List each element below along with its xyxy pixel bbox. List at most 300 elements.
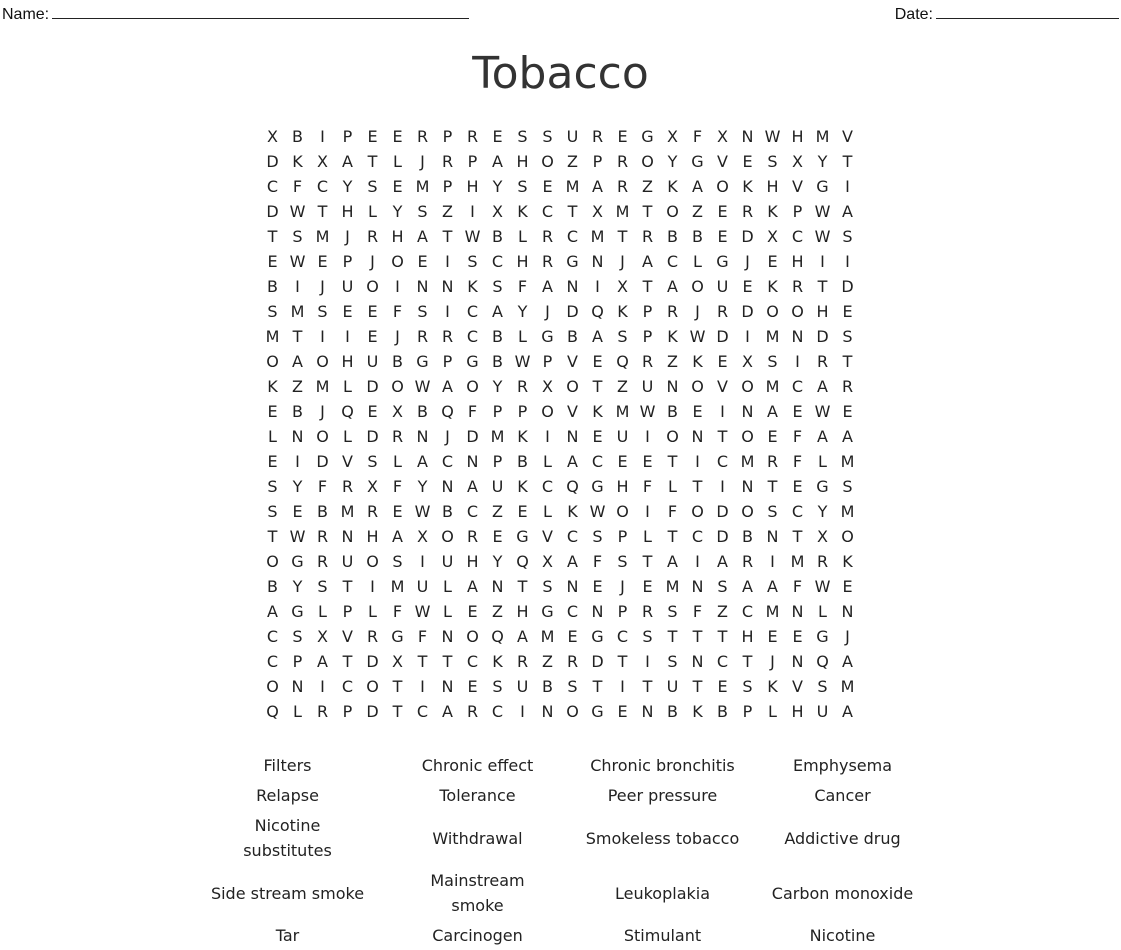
grid-letter[interactable]: L — [768, 702, 777, 721]
grid-letter[interactable]: J — [370, 252, 375, 271]
grid-letter[interactable]: E — [492, 527, 503, 546]
grid-letter[interactable]: N — [441, 477, 454, 496]
grid-letter[interactable]: G — [566, 252, 579, 271]
grid-letter[interactable]: C — [716, 452, 729, 471]
grid-letter[interactable]: I — [470, 202, 475, 221]
grid-letter[interactable]: X — [267, 127, 278, 146]
grid-letter[interactable]: H — [766, 177, 779, 196]
grid-letter[interactable]: N — [741, 402, 754, 421]
grid-letter[interactable]: R — [791, 277, 804, 296]
grid-letter[interactable]: U — [616, 427, 629, 446]
grid-letter[interactable]: W — [414, 602, 431, 621]
grid-letter[interactable]: L — [818, 602, 827, 621]
grid-letter[interactable]: A — [842, 702, 853, 721]
grid-letter[interactable]: Z — [692, 202, 703, 221]
grid-letter[interactable]: C — [341, 677, 354, 696]
grid-letter[interactable]: B — [567, 327, 578, 346]
grid-letter[interactable]: Y — [342, 177, 353, 196]
grid-letter[interactable]: I — [770, 552, 775, 571]
grid-letter[interactable]: T — [842, 152, 853, 171]
grid-letter[interactable]: N — [491, 577, 504, 596]
grid-letter[interactable]: O — [541, 402, 554, 421]
grid-letter[interactable]: I — [420, 552, 425, 571]
grid-letter[interactable]: F — [792, 577, 803, 596]
grid-letter[interactable]: Z — [667, 352, 678, 371]
grid-letter[interactable]: L — [818, 452, 827, 471]
grid-letter[interactable]: T — [717, 627, 728, 646]
grid-letter[interactable]: C — [541, 477, 554, 496]
grid-letter[interactable]: X — [392, 402, 403, 421]
grid-letter[interactable]: Y — [517, 302, 528, 321]
grid-letter[interactable]: B — [742, 527, 753, 546]
grid-letter[interactable]: T — [642, 677, 653, 696]
grid-letter[interactable]: U — [716, 277, 729, 296]
grid-letter[interactable]: R — [341, 477, 354, 496]
grid-letter[interactable]: I — [720, 402, 725, 421]
grid-letter[interactable]: A — [442, 702, 453, 721]
grid-letter[interactable]: W — [814, 402, 831, 421]
grid-letter[interactable]: A — [267, 602, 278, 621]
grid-letter[interactable]: B — [667, 702, 678, 721]
grid-letter[interactable]: E — [542, 177, 553, 196]
grid-letter[interactable]: T — [667, 627, 678, 646]
grid-letter[interactable]: M — [765, 602, 780, 621]
grid-letter[interactable]: S — [417, 202, 428, 221]
grid-letter[interactable]: B — [517, 452, 528, 471]
grid-letter[interactable]: F — [667, 502, 678, 521]
grid-letter[interactable]: F — [592, 552, 603, 571]
grid-letter[interactable]: G — [291, 602, 304, 621]
grid-letter[interactable]: L — [443, 602, 452, 621]
grid-letter[interactable]: H — [791, 252, 804, 271]
grid-letter[interactable]: M — [665, 577, 680, 596]
grid-letter[interactable]: A — [492, 302, 503, 321]
grid-letter[interactable]: D — [366, 377, 379, 396]
grid-letter[interactable]: E — [642, 577, 653, 596]
grid-letter[interactable]: S — [767, 352, 778, 371]
grid-letter[interactable]: R — [391, 427, 404, 446]
grid-letter[interactable]: C — [791, 502, 804, 521]
grid-letter[interactable]: N — [691, 652, 704, 671]
grid-letter[interactable]: D — [266, 202, 279, 221]
grid-letter[interactable]: O — [766, 302, 779, 321]
grid-letter[interactable]: S — [467, 252, 478, 271]
grid-letter[interactable]: X — [767, 227, 778, 246]
grid-letter[interactable]: R — [366, 627, 379, 646]
grid-letter[interactable]: J — [545, 302, 550, 321]
grid-letter[interactable]: A — [417, 227, 428, 246]
grid-letter[interactable]: I — [520, 702, 525, 721]
grid-letter[interactable]: C — [466, 302, 479, 321]
grid-letter[interactable]: M — [340, 502, 355, 521]
grid-letter[interactable]: J — [395, 327, 400, 346]
grid-letter[interactable]: N — [441, 677, 454, 696]
grid-letter[interactable]: E — [317, 252, 328, 271]
grid-letter[interactable]: E — [467, 677, 478, 696]
grid-letter[interactable]: R — [641, 227, 654, 246]
grid-letter[interactable]: E — [567, 627, 578, 646]
grid-letter[interactable]: C — [466, 327, 479, 346]
grid-letter[interactable]: W — [289, 527, 306, 546]
grid-letter[interactable]: E — [792, 402, 803, 421]
grid-letter[interactable]: C — [266, 627, 279, 646]
grid-letter[interactable]: C — [791, 227, 804, 246]
grid-letter[interactable]: P — [492, 452, 503, 471]
grid-letter[interactable]: C — [491, 702, 504, 721]
grid-letter[interactable]: X — [792, 152, 803, 171]
grid-letter[interactable]: N — [591, 602, 604, 621]
grid-letter[interactable]: G — [591, 702, 604, 721]
grid-letter[interactable]: C — [466, 502, 479, 521]
grid-letter[interactable]: I — [295, 452, 300, 471]
grid-letter[interactable]: G — [816, 477, 829, 496]
grid-letter[interactable]: T — [392, 677, 403, 696]
grid-letter[interactable]: I — [795, 352, 800, 371]
grid-letter[interactable]: P — [342, 127, 353, 146]
grid-letter[interactable]: C — [316, 177, 329, 196]
grid-letter[interactable]: V — [717, 377, 728, 396]
grid-letter[interactable]: X — [592, 202, 603, 221]
grid-letter[interactable]: H — [366, 527, 379, 546]
grid-letter[interactable]: S — [542, 577, 553, 596]
grid-letter[interactable]: R — [466, 127, 479, 146]
grid-letter[interactable]: B — [267, 577, 278, 596]
grid-letter[interactable]: T — [617, 227, 628, 246]
grid-letter[interactable]: P — [467, 152, 478, 171]
grid-letter[interactable]: F — [792, 452, 803, 471]
grid-letter[interactable]: Z — [567, 152, 578, 171]
grid-letter[interactable]: P — [292, 652, 303, 671]
grid-letter[interactable]: M — [315, 377, 330, 396]
grid-letter[interactable]: Y — [392, 202, 403, 221]
grid-letter[interactable]: R — [666, 302, 679, 321]
grid-letter[interactable]: Z — [717, 602, 728, 621]
grid-letter[interactable]: A — [442, 377, 453, 396]
grid-letter[interactable]: S — [817, 677, 828, 696]
grid-letter[interactable]: R — [616, 177, 629, 196]
grid-letter[interactable]: A — [667, 552, 678, 571]
grid-letter[interactable]: C — [566, 227, 579, 246]
grid-letter[interactable]: I — [545, 427, 550, 446]
grid-letter[interactable]: F — [467, 402, 478, 421]
grid-letter[interactable]: R — [416, 127, 429, 146]
grid-letter[interactable]: F — [417, 627, 428, 646]
grid-letter[interactable]: A — [817, 377, 828, 396]
grid-letter[interactable]: M — [590, 227, 605, 246]
grid-letter[interactable]: T — [692, 477, 703, 496]
grid-letter[interactable]: R — [841, 377, 854, 396]
grid-letter[interactable]: O — [466, 627, 479, 646]
grid-letter[interactable]: Q — [566, 477, 579, 496]
grid-letter[interactable]: F — [692, 602, 703, 621]
grid-letter[interactable]: O — [366, 552, 379, 571]
grid-letter[interactable]: E — [717, 227, 728, 246]
grid-letter[interactable]: A — [467, 577, 478, 596]
grid-letter[interactable]: W — [414, 502, 431, 521]
grid-letter[interactable]: E — [642, 452, 653, 471]
grid-letter[interactable]: O — [716, 177, 729, 196]
grid-letter[interactable]: D — [816, 327, 829, 346]
grid-letter[interactable]: W — [464, 227, 481, 246]
grid-letter[interactable]: T — [292, 327, 303, 346]
grid-letter[interactable]: P — [342, 602, 353, 621]
grid-letter[interactable]: M — [740, 452, 755, 471]
grid-letter[interactable]: O — [666, 427, 679, 446]
grid-letter[interactable]: Q — [266, 702, 279, 721]
grid-letter[interactable]: C — [566, 602, 579, 621]
grid-letter[interactable]: G — [816, 177, 829, 196]
grid-letter[interactable]: S — [517, 127, 528, 146]
grid-letter[interactable]: E — [367, 302, 378, 321]
grid-letter[interactable]: R — [641, 352, 654, 371]
grid-letter[interactable]: U — [341, 552, 354, 571]
grid-letter[interactable]: Y — [492, 552, 503, 571]
grid-letter[interactable]: S — [292, 627, 303, 646]
grid-letter[interactable]: A — [592, 327, 603, 346]
grid-letter[interactable]: S — [267, 502, 278, 521]
grid-letter[interactable]: T — [592, 377, 603, 396]
date-line[interactable] — [936, 4, 1119, 19]
grid-letter[interactable]: G — [291, 552, 304, 571]
grid-letter[interactable]: C — [791, 377, 804, 396]
grid-letter[interactable]: N — [741, 127, 754, 146]
grid-letter[interactable]: R — [766, 452, 779, 471]
name-line[interactable] — [52, 4, 469, 19]
grid-letter[interactable]: Y — [417, 477, 428, 496]
grid-letter[interactable]: K — [742, 177, 753, 196]
grid-letter[interactable]: A — [467, 477, 478, 496]
grid-letter[interactable]: N — [591, 252, 604, 271]
grid-letter[interactable]: A — [567, 552, 578, 571]
grid-letter[interactable]: J — [620, 577, 625, 596]
grid-letter[interactable]: P — [617, 527, 628, 546]
grid-letter[interactable]: I — [445, 252, 450, 271]
grid-letter[interactable]: L — [343, 377, 352, 396]
grid-letter[interactable]: E — [717, 677, 728, 696]
grid-letter[interactable]: S — [717, 577, 728, 596]
grid-letter[interactable]: C — [266, 652, 279, 671]
grid-letter[interactable]: W — [414, 377, 431, 396]
grid-letter[interactable]: M — [765, 327, 780, 346]
grid-letter[interactable]: E — [842, 402, 853, 421]
grid-letter[interactable]: L — [668, 477, 677, 496]
grid-letter[interactable]: H — [791, 702, 804, 721]
grid-letter[interactable]: I — [645, 502, 650, 521]
grid-letter[interactable]: F — [517, 277, 528, 296]
grid-letter[interactable]: K — [267, 377, 278, 396]
grid-letter[interactable]: H — [741, 627, 754, 646]
grid-letter[interactable]: A — [767, 577, 778, 596]
grid-letter[interactable]: F — [317, 477, 328, 496]
grid-letter[interactable]: G — [816, 627, 829, 646]
grid-letter[interactable]: V — [842, 127, 853, 146]
grid-letter[interactable]: K — [517, 427, 528, 446]
grid-letter[interactable]: M — [840, 452, 855, 471]
grid-letter[interactable]: M — [615, 402, 630, 421]
grid-letter[interactable]: M — [265, 327, 280, 346]
grid-letter[interactable]: P — [442, 352, 453, 371]
grid-letter[interactable]: O — [741, 502, 754, 521]
grid-letter[interactable]: P — [592, 152, 603, 171]
grid-letter[interactable]: T — [517, 577, 528, 596]
grid-letter[interactable]: M — [615, 202, 630, 221]
grid-letter[interactable]: I — [645, 652, 650, 671]
grid-letter[interactable]: I — [370, 577, 375, 596]
grid-letter[interactable]: T — [842, 352, 853, 371]
grid-letter[interactable]: S — [742, 677, 753, 696]
grid-letter[interactable]: M — [765, 377, 780, 396]
grid-letter[interactable]: A — [642, 252, 653, 271]
grid-letter[interactable]: S — [267, 302, 278, 321]
grid-letter[interactable]: A — [342, 152, 353, 171]
grid-letter[interactable]: T — [442, 652, 453, 671]
grid-letter[interactable]: D — [716, 502, 729, 521]
grid-letter[interactable]: V — [792, 677, 803, 696]
grid-letter[interactable]: C — [491, 252, 504, 271]
grid-letter[interactable]: G — [591, 477, 604, 496]
grid-letter[interactable]: J — [345, 227, 350, 246]
grid-letter[interactable]: L — [318, 602, 327, 621]
grid-letter[interactable]: R — [591, 127, 604, 146]
grid-letter[interactable]: N — [566, 277, 579, 296]
grid-letter[interactable]: Y — [817, 502, 828, 521]
grid-letter[interactable]: N — [641, 702, 654, 721]
grid-letter[interactable]: A — [592, 177, 603, 196]
grid-letter[interactable]: R — [816, 352, 829, 371]
grid-letter[interactable]: S — [317, 577, 328, 596]
grid-letter[interactable]: S — [617, 552, 628, 571]
grid-letter[interactable]: N — [341, 527, 354, 546]
grid-letter[interactable]: B — [492, 227, 503, 246]
grid-letter[interactable]: T — [342, 652, 353, 671]
grid-letter[interactable]: M — [490, 427, 505, 446]
grid-letter[interactable]: I — [445, 302, 450, 321]
grid-letter[interactable]: O — [566, 702, 579, 721]
grid-letter[interactable]: D — [741, 227, 754, 246]
grid-letter[interactable]: R — [541, 252, 554, 271]
grid-letter[interactable]: O — [616, 502, 629, 521]
grid-letter[interactable]: H — [516, 602, 529, 621]
grid-letter[interactable]: C — [566, 527, 579, 546]
grid-letter[interactable]: U — [666, 677, 679, 696]
grid-letter[interactable]: P — [442, 127, 453, 146]
grid-letter[interactable]: N — [441, 627, 454, 646]
grid-letter[interactable]: N — [541, 702, 554, 721]
grid-letter[interactable]: O — [791, 302, 804, 321]
grid-letter[interactable]: N — [766, 527, 779, 546]
grid-letter[interactable]: U — [816, 702, 829, 721]
grid-letter[interactable]: P — [617, 602, 628, 621]
grid-letter[interactable]: S — [567, 677, 578, 696]
grid-letter[interactable]: W — [639, 402, 656, 421]
grid-letter[interactable]: X — [667, 127, 678, 146]
grid-letter[interactable]: R — [316, 702, 329, 721]
grid-letter[interactable]: E — [292, 502, 303, 521]
grid-letter[interactable]: I — [320, 127, 325, 146]
grid-letter[interactable]: C — [691, 527, 704, 546]
grid-letter[interactable]: N — [441, 277, 454, 296]
grid-letter[interactable]: E — [467, 602, 478, 621]
grid-letter[interactable]: A — [292, 352, 303, 371]
grid-letter[interactable]: M — [540, 627, 555, 646]
grid-letter[interactable]: E — [717, 202, 728, 221]
grid-letter[interactable]: E — [842, 302, 853, 321]
grid-letter[interactable]: V — [567, 352, 578, 371]
grid-letter[interactable]: X — [717, 127, 728, 146]
grid-letter[interactable]: K — [667, 177, 678, 196]
grid-letter[interactable]: O — [266, 552, 279, 571]
grid-letter[interactable]: R — [441, 152, 454, 171]
grid-letter[interactable]: T — [692, 677, 703, 696]
grid-letter[interactable]: S — [367, 452, 378, 471]
grid-letter[interactable]: B — [442, 502, 453, 521]
grid-letter[interactable]: K — [567, 502, 578, 521]
grid-letter[interactable]: L — [268, 427, 277, 446]
grid-letter[interactable]: Q — [516, 552, 529, 571]
grid-letter[interactable]: C — [416, 702, 429, 721]
grid-letter[interactable]: R — [516, 652, 529, 671]
grid-letter[interactable]: L — [643, 527, 652, 546]
grid-letter[interactable]: F — [292, 177, 303, 196]
grid-letter[interactable]: C — [266, 177, 279, 196]
grid-letter[interactable]: C — [666, 252, 679, 271]
grid-letter[interactable]: E — [692, 402, 703, 421]
grid-letter[interactable]: I — [645, 427, 650, 446]
grid-letter[interactable]: G — [541, 602, 554, 621]
grid-letter[interactable]: J — [745, 252, 750, 271]
grid-letter[interactable]: L — [368, 202, 377, 221]
grid-letter[interactable]: S — [367, 177, 378, 196]
grid-letter[interactable]: E — [392, 127, 403, 146]
grid-letter[interactable]: M — [840, 677, 855, 696]
grid-letter[interactable]: G — [591, 627, 604, 646]
grid-letter[interactable]: S — [667, 602, 678, 621]
grid-letter[interactable]: I — [295, 277, 300, 296]
grid-letter[interactable]: H — [791, 127, 804, 146]
grid-letter[interactable]: O — [316, 352, 329, 371]
grid-letter[interactable]: K — [767, 277, 778, 296]
grid-letter[interactable]: N — [566, 577, 579, 596]
grid-letter[interactable]: Y — [667, 152, 678, 171]
grid-letter[interactable]: E — [717, 352, 728, 371]
grid-letter[interactable]: B — [392, 352, 403, 371]
grid-letter[interactable]: F — [792, 427, 803, 446]
name-field[interactable] — [2, 4, 469, 24]
grid-letter[interactable]: Z — [492, 502, 503, 521]
grid-letter[interactable]: I — [595, 277, 600, 296]
grid-letter[interactable]: L — [543, 502, 552, 521]
grid-letter[interactable]: U — [566, 127, 579, 146]
grid-letter[interactable]: F — [392, 477, 403, 496]
grid-letter[interactable]: O — [541, 152, 554, 171]
grid-letter[interactable]: U — [441, 552, 454, 571]
grid-letter[interactable]: B — [667, 402, 678, 421]
grid-letter[interactable]: R — [541, 227, 554, 246]
grid-letter[interactable]: S — [667, 652, 678, 671]
grid-letter[interactable]: X — [417, 527, 428, 546]
grid-letter[interactable]: I — [345, 327, 350, 346]
grid-letter[interactable]: N — [566, 427, 579, 446]
grid-letter[interactable]: T — [267, 227, 278, 246]
grid-letter[interactable]: Q — [816, 652, 829, 671]
grid-letter[interactable]: U — [491, 477, 504, 496]
grid-letter[interactable]: P — [642, 327, 653, 346]
grid-letter[interactable]: S — [642, 627, 653, 646]
grid-letter[interactable]: N — [291, 677, 304, 696]
grid-letter[interactable]: A — [717, 552, 728, 571]
grid-letter[interactable]: E — [267, 402, 278, 421]
grid-letter[interactable]: V — [792, 177, 803, 196]
